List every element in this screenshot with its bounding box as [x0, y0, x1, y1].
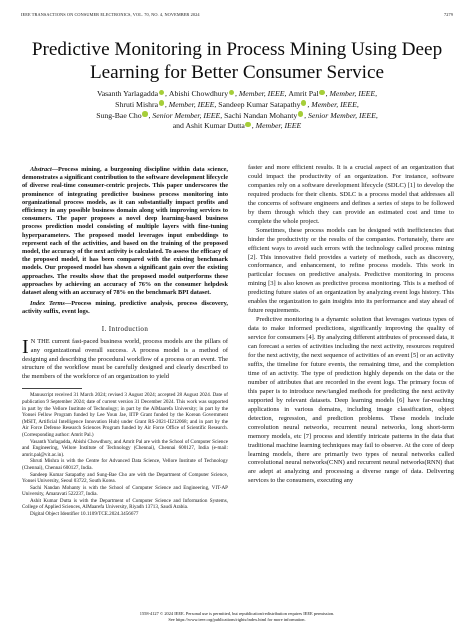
orcid-icon[interactable]	[142, 111, 147, 116]
body-paragraph: Predictive monitoring is a dynamic solution that leverages various types of data to make informed predictions, significantly improving the quality of service for consumers [4]. By analyzing different attributes of processed data, it can forecast a series of activities including the next activity, resources required for the next activity, the next sequence of activities of an event [5] or an activity suffix, the timeline for future events, the remaining time, and the completion time of an activity. The type of prediction highly depends on the data or the number of attributes that are recorded in the event logs. The primary focus of this paper is to introduce new/tangled methods for predicting the next activity supported by relevant datasets. Deep learning models [6] have far-reaching applications in various domains, including image classification, object detection, regression, and prediction problems. These models include convolution neural networks, recurrent neural networks, long short-term memory models, etc [7] process and identify intricate patterns in the data that traditional machine learning techniques may fail to observe. At the core of deep learning models, there are primarily two types of neural networks called convolutional neural networks(CNN) and recurrent neural networks(RNN) that are adept at analyzing and processing a diverse range of data. Delivering services to the consumers, executing any	[248, 316, 454, 485]
orcid-icon[interactable]	[301, 100, 306, 105]
footnote-affiliation: Sachi Nandan Mohanty is with the School of Computer Science and Engineering, VIT-AP University, Amaravati 522237, India.	[22, 484, 228, 498]
footnote-manuscript: Manuscript received 31 March 2024; revised 3 August 2024; accepted 28 August 2024. Date of publication 9 September 2024; date of current version 31 December 2024. This work was supported in part by the Vellore Institute of Technology; in part by the AlMaarefa University; in part by the Yonsei Fellow Program funded by Lee Youn Jae, IITP Grant funded by the Korean Government (MSIT, Artificial Intelligence Innovation Hub) under Grant RS-2021-II212068; and in part by the Air Force Defense Research Sciences Program funded by Air Force Office of Scientific Research. (Corresponding author: Amrit Pal.)	[22, 392, 228, 438]
author: Abishi Chowdhury , Member, IEEE ,	[169, 89, 288, 98]
drop-cap: I	[22, 335, 29, 358]
footnote-affiliation: Ashit Kumar Dutta is with the Department of Computer Science and Information Systems, College of Applied Sciences, AlMaarefa University, Riyadh 13713, Saudi Arabia.	[22, 497, 228, 511]
footnotes	[22, 392, 228, 517]
right-column	[248, 164, 454, 486]
footnote-divider	[22, 388, 82, 389]
footnote-affiliation: Sandeep Kumar Satapathy and Sung-Bae Cho are with the Department of Computer Science, Yonsei University, Seoul 03722, South Korea.	[22, 471, 228, 485]
copyright-footer	[20, 611, 454, 624]
orcid-icon[interactable]	[298, 111, 303, 116]
rights-link[interactable]: See https://www.ieee.org/publications/rights/index.html for more information.	[168, 617, 306, 623]
section-heading-introduction: I. Introduction	[101, 324, 149, 333]
introduction-paragraph: I N THE current fast-paced business world, process models are the pillars of any organizational overall success. A process model is a method of designing and describing the procedural workflow of a process or an event. The structure of the workflow must be carefully designed and clearly described to the members of the workforce of an organization to yield	[22, 335, 229, 381]
orcid-icon[interactable]	[229, 90, 234, 95]
author-list	[55, 89, 419, 132]
author: Shruti Mishra , Member, IEEE ,	[115, 100, 218, 109]
body-paragraph: faster and more efficient results. It is a crucial aspect of an organization that could impact the productivity of an organization. For instance, software companies rely on a software development lifecycle (SDLC) [1] to develop the required products for their clients. SDLC is a process model that addresses all the concerns of software engineers and defines a series of steps to be followed by them through which they can provide an estimated cost and time to complete the whole project.	[248, 164, 454, 225]
orcid-icon[interactable]	[245, 122, 250, 127]
index-terms: Index Terms—Process mining, predictive analysis, process discovery, activity suffix, event logs.	[22, 300, 229, 316]
page-number: 7279	[444, 12, 453, 17]
author: Sung-Bae Cho , Senior Member, IEEE ,	[96, 111, 224, 120]
paper-title: Predictive Monitoring in Process Mining Using Deep Learning for Better Consumer Service	[31, 39, 443, 83]
orcid-icon[interactable]	[319, 90, 324, 95]
running-header	[21, 12, 453, 22]
author: and Ashit Kumar Dutta , Member, IEEE	[173, 121, 302, 130]
journal-header: IEEE TRANSACTIONS ON CONSUMER ELECTRONICS, VOL. 70, NO. 4, NOVEMBER 2024	[21, 12, 200, 17]
footnote-affiliation: Vasanth Yarlagadda, Abishi Chowdhury, and Amrit Pal are with the School of Computer Science and Engineering, Vellore Institute of Technology (Chennai), Chennai 600127, India (e-mail: amrit.pal@vit.ac.in).	[22, 438, 228, 458]
orcid-icon[interactable]	[159, 90, 164, 95]
author: Sachi Nandan Mohanty , Senior Member, IEEE ,	[224, 111, 378, 120]
footnote-affiliation: Shruti Mishra is with the Centre for Advanced Data Science, Vellore Institute of Technology (Chennai), Chennai 600127, India.	[22, 458, 228, 471]
body-paragraph: Sometimes, these process models can be designed with inefficiencies that hinder the productivity or the results of the companies. Fortunately, there are efficient ways to avoid such errors with the technology called process mining [2]. This innovative field provides a variety of methods, such as discovery, conformance, and enhancement, to refine process models. This work in particular focuses on predictive analysis. Predictive monitoring in process mining [3] is also known as predictive process monitoring. This is a method of predicting future states of an organization by analyzing event logs history. This enables the organization to gain insights into its performance and stay ahead of future requirements.	[248, 226, 454, 315]
copyright-line: 1558-4127 © 2024 IEEE. Personal use is permitted, but republication/redistribution requires IEEE permission.	[139, 611, 335, 616]
author: Sandeep Kumar Satapathy , Member, IEEE ,	[218, 100, 359, 109]
abstract: Abstract—Process mining, a burgeoning discipline within data science, demonstrates a significant contribution to the software development lifecycle of diverse real-time consumer-centric projects. This paper underscores the prominence of integrating predictive business process monitoring into organizational process models, as it can substantially impact profits and efficiency in any possible business domain along with improving services to consumers. The paper proposes a novel deep learning-based business process prediction model consisting of multiple layers with fine-tuning hyperparameters. The proposed model leverages input embeddings to represent each of the activities, and based on the training of the proposed model, the accuracy of the next activity is calculated. To assess the efficacy of the proposed model, it has been compared with the existing benchmark models. Our proposed model has shown a significant gain over the existing approaches. The results show that the proposed model outperforms these approaches by achieving an accuracy of 76% on the consumer helpdesk dataset along with an accuracy of 78% on the benchmark BPI dataset.	[22, 166, 228, 297]
orcid-icon[interactable]	[159, 100, 164, 105]
left-column	[22, 166, 228, 518]
author: Amrit Pal , Member, IEEE ,	[288, 89, 377, 98]
footnote-doi: Digital Object Identifier 10.1109/TCE.2024.3456677	[30, 511, 139, 518]
author: Vasanth Yarlagadda ,	[97, 89, 169, 98]
